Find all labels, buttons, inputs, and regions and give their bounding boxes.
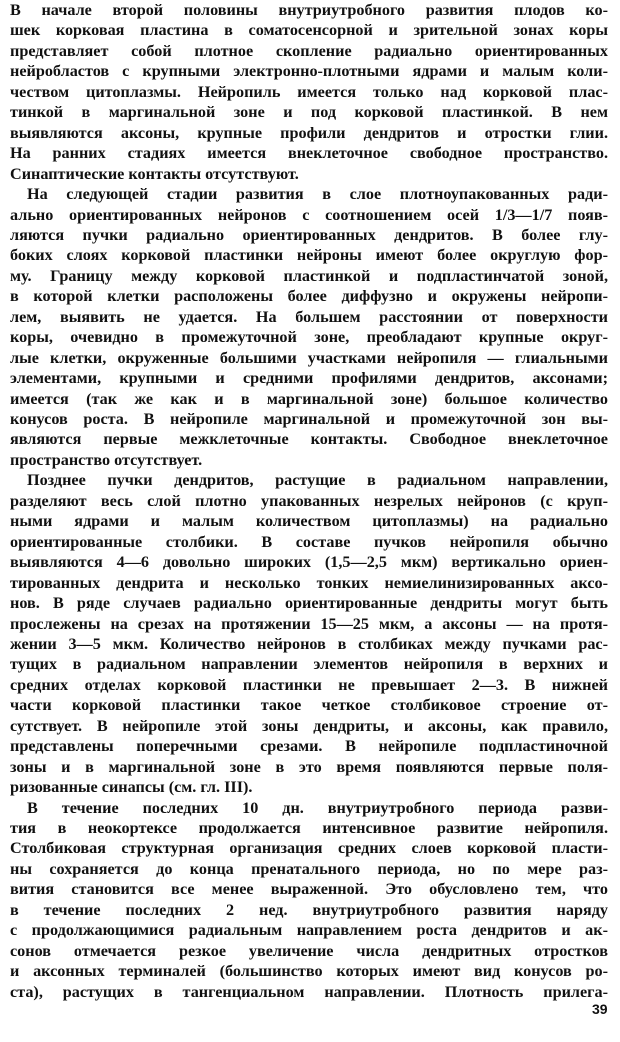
text-line: Столбиковая структурная организация средних слоев корковой пласти- (10, 839, 608, 858)
text-line: и аксонных терминалей (большинство которых имеют вид конусов ро- (10, 962, 608, 981)
text-line: ризованные синапсы (см. гл. III). (10, 778, 253, 797)
text-line: тинкой в маргинальной зоне и под корковой пластинкой. В нем (10, 103, 608, 122)
text-line: пространство отсутствует. (10, 450, 203, 469)
text-line: Позднее пучки дендритов, растущие в радиальном направлении, (27, 471, 608, 490)
text-line: выявляются 4—6 довольно широких (1,5—2,5 мкм) вертикально ориен- (10, 553, 608, 572)
text-line: имеется (так же как и в маргинальной зоне) большое количество (10, 389, 608, 408)
text-line: тия в неокортексе продолжается интенсивное развитие нейропиля. (10, 819, 608, 837)
text-line: выявляются аксоны, крупные профили дендритов и отростки глии. (10, 123, 608, 142)
text-line: конусов роста. В нейропиле маргинальной и промежуточной зон вы- (10, 410, 608, 428)
text-line: ны сохраняется до конца пренатального периода, но по мере раз- (10, 859, 608, 878)
text-line: ально ориентированных нейронов с соотношением осей 1/3—1/7 появ- (10, 205, 608, 224)
page-number: 39 (592, 1001, 608, 1017)
text-line: лем, выявить не удается. На большем расстоянии от поверхности (10, 307, 608, 326)
text-line: На следующей стадии развития в слое плотноупакованных ради- (27, 185, 608, 204)
text-line: в течение последних 2 нед. внутриутробного развития наряду (10, 900, 608, 919)
text-line: с продолжающимися радиальным направлением роста дендритов и ак- (10, 921, 608, 940)
text-line: вития становится все менее выраженной. Это обусловлено тем, что (10, 880, 608, 899)
text-line: чеством цитоплазмы. Нейропиль имеется только над корковой плас- (10, 82, 608, 101)
text-line: элементами, крупными и средними профилями дендритов, аксонами; (10, 369, 608, 388)
text-line: тущих в радиальном направлении элементов нейропиля в верхних и (10, 655, 608, 674)
text-line: тированных дендрита и несколько тонких немиелинизированных аксо- (10, 573, 608, 592)
text-line: шек корковая пластина в соматосенсорной и зрительной зонах коры (10, 21, 608, 40)
text-line: прослежены на срезах на протяжении 15—25 мкм, а аксоны — на протя- (10, 614, 608, 633)
text-line: ляются пучки радиально ориентированных дендритов. В более глу- (10, 225, 608, 244)
text-line: В начале второй половины внутриутробного развития плодов ко- (10, 1, 608, 19)
text-line: боких слоях корковой пластинки нейроны имеют более округлую фор- (10, 246, 608, 265)
text-line: нов. В ряде случаев радиально ориентированные дендриты могут быть (10, 594, 608, 613)
text-line: ста), растущих в тангенциальном направлении. Плотность прилега- (10, 982, 608, 1001)
text-line: Синаптические контакты отсутствуют. (10, 164, 299, 183)
text-line: представляет собой плотное скопление радиально ориентированных (10, 41, 608, 60)
text-line: ориентированные столбики. В составе пучков нейропиля обычно (10, 532, 608, 551)
text-line: ными ядрами и малым количеством цитоплазмы) на радиально (10, 512, 608, 531)
text-line: На ранних стадиях имеется внеклеточное свободное пространство. (10, 144, 608, 163)
text-line: жении 3—5 мкм. Количество нейронов в столбиках между пучками рас- (10, 634, 608, 653)
text-line: сутствует. В нейропиле этой зоны дендриты, и аксоны, как правило, (10, 716, 608, 735)
text-line: му. Границу между корковой пластинкой и подпластинчатой зоной, (10, 266, 608, 285)
text-line: в которой клетки расположены более диффузно и окружены нейропи- (10, 287, 608, 306)
text-line: средних отделах корковой пластинки не превышает 2—3. В нижней (10, 675, 608, 694)
text-line: сонов отмечается резкое увеличение числа дендритных отростков (10, 941, 608, 960)
text-line: зоны и в маргинальной зоне в это время появляются первые поля- (10, 757, 608, 776)
text-line: разделяют весь слой плотно упакованных незрелых нейронов (с круп- (10, 491, 608, 510)
text-line: В течение последних 10 дн. внутриутробного периода разви- (27, 798, 608, 817)
text-line: представлены поперечными срезами. В нейропиле подпластиночной (10, 737, 608, 756)
text-line: нейробластов с крупными электронно-плотными ядрами и малым коли- (10, 62, 608, 81)
text-line: коры, очевидно в промежуточной зоне, преобладают крупные округ- (10, 328, 608, 347)
text-line: части корковой пластинки такое четкое столбиковое строение от- (10, 696, 608, 715)
text-line: являются первые межклеточные контакты. Свободное внеклеточное (10, 430, 608, 449)
text-line: лые клетки, окруженные большими участками нейропиля — глиальными (10, 348, 608, 367)
